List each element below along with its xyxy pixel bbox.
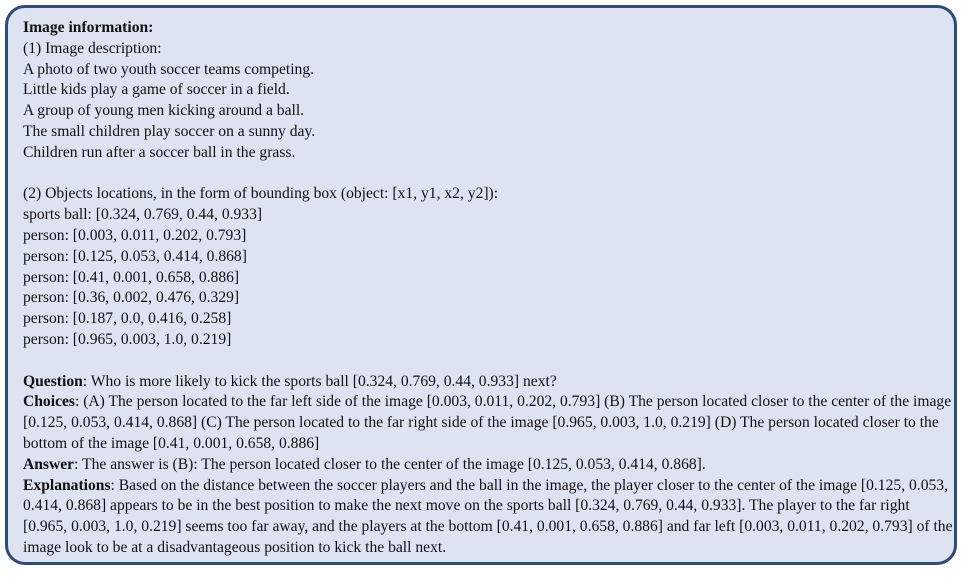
choices-text: : (A) The person located to the far left side of the image [0.003, 0.011, 0.202, 0.793] (B) The person located closer to the center of the image [0.125, 0.053, 0.414, 0.868] (C) The person located to the far right side of the image [0.965, 0.003, 1.0, 0.219] (D) The person located closer to the bottom of the image [0.41, 0.001, 0.658, 0.886] <box>23 393 952 452</box>
description-line: A photo of two youth soccer teams competing. <box>23 60 315 78</box>
answer-text: : The answer is (B): The person located closer to the center of the image [0.125, 0.053, 0.414, 0.868]. <box>74 455 706 473</box>
object-line: person: [0.003, 0.011, 0.202, 0.793] <box>23 226 247 244</box>
object-line: person: [0.125, 0.053, 0.414, 0.868] <box>23 247 247 265</box>
description-line: Children run after a soccer ball in the grass. <box>23 143 296 161</box>
objects-header: (2) Objects locations, in the form of bounding box (object: [x1, y1, x2, y2]): <box>23 185 499 203</box>
explanations-block <box>23 476 953 559</box>
object-line: person: [0.41, 0.001, 0.658, 0.886] <box>23 268 240 286</box>
spacer <box>23 164 953 185</box>
explanations-text: : Based on the distance between the soccer players and the ball in the image, the player closer to the center of the image [0.125, 0.053, 0.414, 0.868] appears to be in the best position to make the next move on the sports ball [0.324, 0.769, 0.44, 0.933]. The player to the far right [0.965, 0.003, 1.0, 0.219] seems too far away, and the players at the bottom [0.41, 0.001, 0.658, 0.886] and far left [0.003, 0.011, 0.202, 0.793] of the image look to be at a disadvantageous position to kick the ball next. <box>23 476 953 556</box>
object-line: person: [0.36, 0.002, 0.476, 0.329] <box>23 289 240 307</box>
image-info-title: Image information: <box>23 19 154 36</box>
object-line: person: [0.965, 0.003, 1.0, 0.219] <box>23 330 232 348</box>
spacer <box>23 351 953 372</box>
description-line: A group of young men kicking around a ball. <box>23 102 305 120</box>
choices-label: Choices <box>23 393 75 411</box>
explanations-label: Explanations <box>23 476 111 494</box>
info-card <box>5 5 957 565</box>
object-line: person: [0.187, 0.0, 0.416, 0.258] <box>23 310 232 328</box>
answer-block <box>23 455 953 476</box>
description-header: (1) Image description: <box>23 39 162 57</box>
description-line: The small children play soccer on a sunny day. <box>23 122 316 140</box>
question-label: Question <box>23 372 83 390</box>
description-line: Little kids play a game of soccer in a field. <box>23 81 290 99</box>
question-text: : Who is more likely to kick the sports ball [0.324, 0.769, 0.44, 0.933] next? <box>82 372 557 390</box>
object-line: sports ball: [0.324, 0.769, 0.44, 0.933] <box>23 206 263 224</box>
question-block <box>23 372 953 393</box>
answer-label: Answer <box>23 455 75 473</box>
choices-block <box>23 392 953 454</box>
card-content <box>23 18 953 559</box>
